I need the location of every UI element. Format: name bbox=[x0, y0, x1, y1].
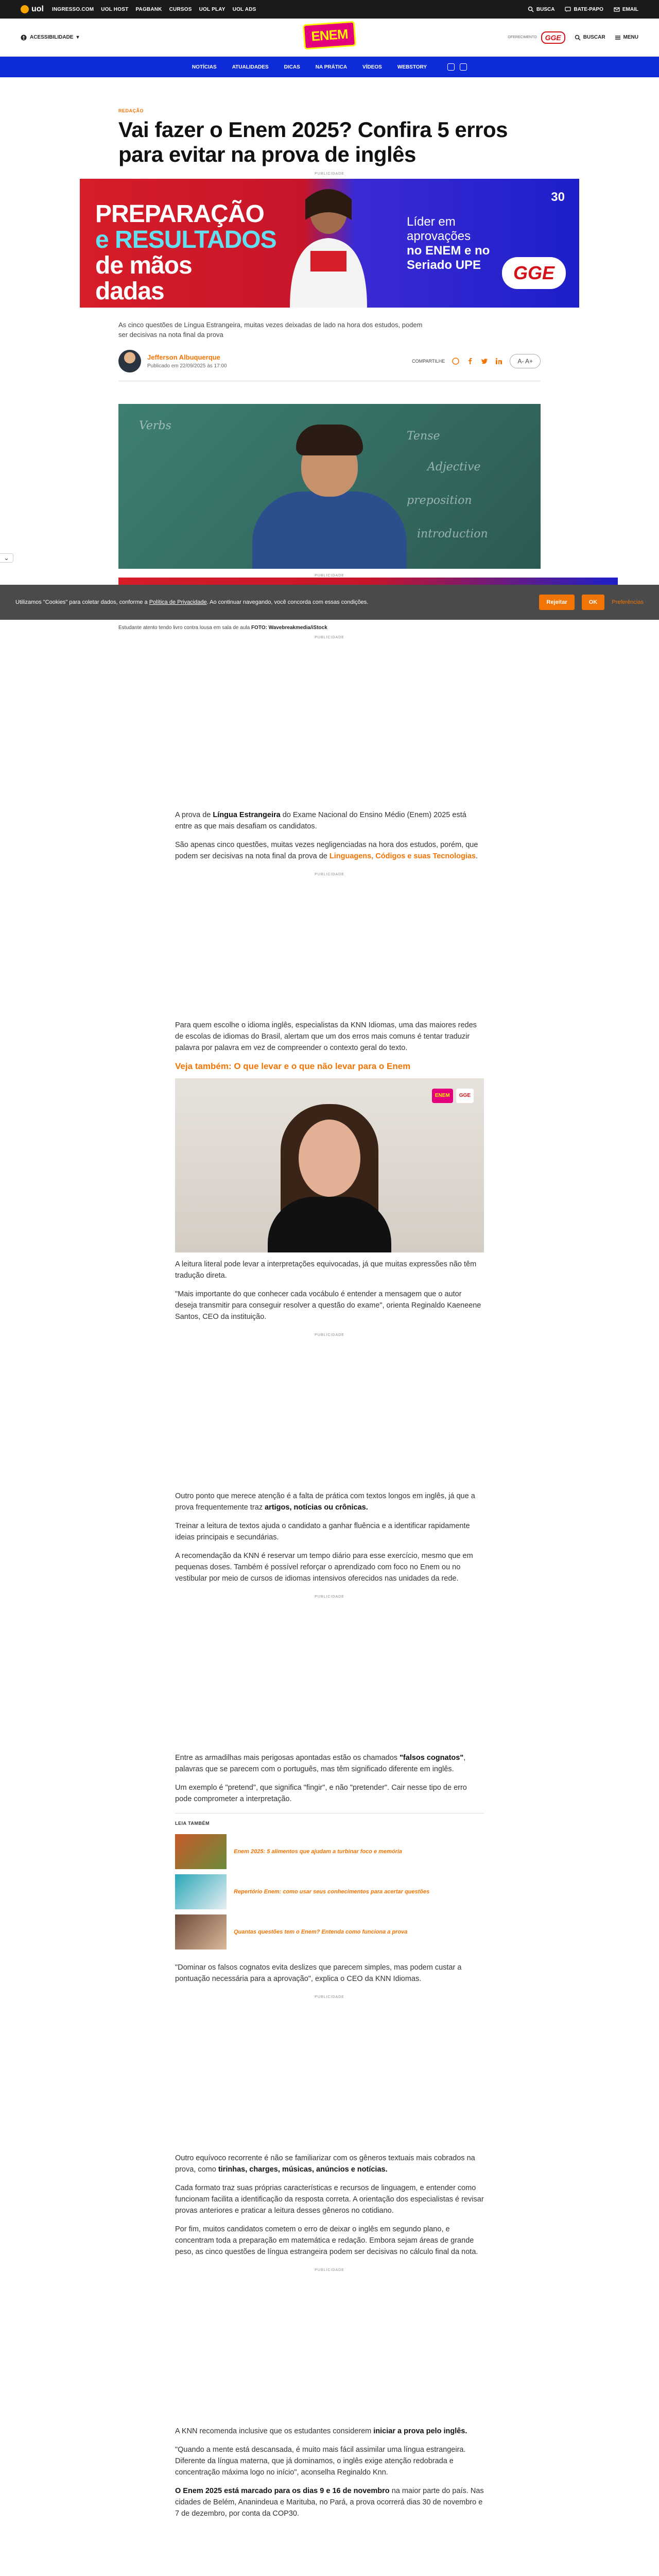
header-search-button[interactable]: BUSCAR bbox=[575, 35, 605, 41]
uol-search-button[interactable]: BUSCA bbox=[528, 6, 555, 12]
instagram-icon[interactable] bbox=[447, 63, 455, 71]
hero-word: introduction bbox=[417, 528, 488, 540]
ad-label: PUBLICIDADE bbox=[315, 1995, 344, 1999]
read-more-thumbnail bbox=[175, 1874, 227, 1909]
paragraph: São apenas cinco questões, muitas vezes negligenciadas na hora dos estudos, porém, que podem ser decisivas na nota final da prova de Linguagens, Códigos e suas Tecnologias. bbox=[175, 841, 478, 860]
ad-label: PUBLICIDADE bbox=[315, 1595, 344, 1599]
nav-social bbox=[447, 63, 467, 71]
accessibility-icon bbox=[21, 35, 27, 41]
main-nav bbox=[0, 57, 659, 77]
article-body bbox=[175, 809, 484, 2519]
font-size-button[interactable]: A- A+ bbox=[510, 354, 541, 368]
nav-item-dicas[interactable]: DICAS bbox=[284, 64, 300, 70]
cookie-banner bbox=[0, 585, 659, 620]
hamburger-icon bbox=[615, 35, 621, 41]
privacy-link[interactable]: Política de Privacidade bbox=[149, 599, 207, 605]
paragraph: Um exemplo é "pretend", que significa "fingir", e não "pretender". Cair nesse tipo de erro pode comprometer a interpretação. bbox=[175, 1784, 467, 1803]
read-more-item[interactable]: Quantas questões tem o Enem? Entenda como funciona a prova bbox=[175, 1914, 484, 1950]
nav-item-atualidades[interactable]: ATUALIDADES bbox=[232, 64, 269, 70]
cookie-text: Utilizamos "Cookies" para coletar dados, conforme a Política de Privacidade. Ao continuar navegando, você concorda com essas condições. bbox=[15, 599, 369, 605]
paragraph: A prova de Língua Estrangeira do Exame Nacional do Ensino Médio (Enem) 2025 está entre as que mais desafiam os candidatos. bbox=[175, 811, 466, 831]
uol-link-ads[interactable]: UOL ADS bbox=[232, 6, 256, 12]
uol-right-links bbox=[528, 6, 638, 12]
uol-link-play[interactable]: UOL PLAY bbox=[199, 6, 226, 12]
whatsapp-icon[interactable] bbox=[452, 358, 459, 365]
author-name[interactable]: Jefferson Albuquerque bbox=[147, 353, 220, 361]
paragraph: "Dominar os falsos cognatos evita deslizes que parecem simples, mas podem custar a pontuação necessária para a aprovação", explica o CEO da KNN Idiomas. bbox=[175, 1963, 462, 1983]
uol-top-bar bbox=[0, 0, 659, 19]
site-logo[interactable]: ENEM bbox=[303, 23, 355, 48]
cookie-actions bbox=[539, 595, 644, 610]
ad-slot bbox=[175, 2003, 484, 2153]
paragraph: "Mais importante do que conhecer cada vocábulo é entender a mensagem que o autor deseja transmitir para conseguir resolver a questão do exame", orienta Reginaldo Kaeneene Santos, CEO da instituição. bbox=[175, 1290, 481, 1321]
ad-slot bbox=[175, 880, 484, 1020]
sponsor-logo[interactable]: GGE bbox=[541, 31, 565, 44]
uol-logo[interactable]: uol bbox=[21, 5, 44, 14]
video-player[interactable] bbox=[175, 1078, 484, 1252]
mail-icon bbox=[614, 6, 620, 12]
uol-link-cursos[interactable]: CURSOS bbox=[169, 6, 192, 12]
ad-banner[interactable] bbox=[80, 179, 579, 308]
search-icon bbox=[575, 35, 581, 41]
cookie-reject-button[interactable]: Rejeitar bbox=[539, 595, 574, 610]
uol-chat-button[interactable]: BATE-PAPO bbox=[565, 6, 603, 12]
facebook-icon[interactable] bbox=[466, 358, 474, 365]
paragraph: Treinar a leitura de textos ajuda o candidato a ganhar fluência e a identificar rapidamente ideias principais e secundárias. bbox=[175, 1522, 470, 1541]
ad-label: PUBLICIDADE bbox=[315, 873, 344, 876]
byline bbox=[118, 350, 541, 381]
nav-item-noticias[interactable]: NOTÍCIAS bbox=[192, 64, 217, 70]
chevron-down-icon: ▾ bbox=[76, 35, 79, 40]
uol-links bbox=[52, 7, 256, 12]
hero-word: Verbs bbox=[139, 419, 171, 432]
paragraph: Outro equívoco recorrente é não se familiarizar com os gêneros textuais mais cobrados na prova, como tirinhas, charges, músicas, anúncios e notícias. bbox=[175, 2154, 475, 2174]
read-more-item[interactable]: Repertório Enem: como usar seus conhecimentos para acertar questões bbox=[175, 1874, 484, 1909]
ad-label: PUBLICIDADE bbox=[315, 172, 344, 176]
ad-label: PUBLICIDADE bbox=[315, 636, 344, 639]
nav-item-videos[interactable]: VÍDEOS bbox=[362, 64, 382, 70]
video-logo: ENEM GGE bbox=[432, 1089, 474, 1103]
ad-slot bbox=[175, 2276, 484, 2426]
banner-badge: 30 bbox=[551, 190, 565, 204]
uol-email-button[interactable]: EMAIL bbox=[614, 6, 638, 12]
paragraph: Entre as armadilhas mais perigosas apontadas estão os chamados "falsos cognatos", palavras que se parecem com o português, mas têm significado diferente em inglês. bbox=[175, 1754, 466, 1773]
paragraph: Por fim, muitos candidatos cometem o erro de deixar o inglês em segundo plano, e concentram toda a preparação em matemática e redação. Embora sejam áreas de grande peso, as cinco questões de língua estrangeira podem ser decisivas no cálculo final da nota. bbox=[175, 2225, 478, 2256]
read-more-box: LEIA TAMBÉM Enem 2025: 5 alimentos que ajudam a turbinar foco e memória Repertório Enem: como usar seus conhecimentos para acertar questões Quantas questões tem o Enem? Entenda como funciona a prova bbox=[175, 1813, 484, 1950]
hero-word: Tense bbox=[407, 430, 440, 443]
accessibility-button[interactable]: ACESSIBILIDADE ▾ bbox=[21, 35, 79, 41]
banner-lider-text: Líder em aprovações no ENEM e no Seriado UPE bbox=[407, 215, 490, 272]
chat-icon bbox=[565, 6, 571, 12]
paragraph: A KNN recomenda inclusive que os estudantes considerem iniciar a prova pelo inglês. bbox=[175, 2427, 467, 2435]
ad-slot bbox=[175, 1341, 484, 1490]
nav-item-webstory[interactable]: WEBSTORY bbox=[397, 64, 427, 70]
article-body-wrap bbox=[118, 625, 541, 2519]
linkedin-icon[interactable] bbox=[495, 358, 502, 365]
paragraph: A leitura literal pode levar a interpretações equivocadas, já que muitas expressões não têm tradução direta. bbox=[175, 1260, 477, 1280]
chevron-down-icon[interactable]: ⌄ bbox=[0, 553, 13, 563]
read-more-item[interactable]: Enem 2025: 5 alimentos que ajudam a turbinar foco e memória bbox=[175, 1834, 484, 1869]
uol-link-host[interactable]: UOL HOST bbox=[101, 6, 129, 12]
cookie-preferences-button[interactable]: Preferências bbox=[612, 599, 644, 605]
ad-label: PUBLICIDADE bbox=[315, 574, 344, 578]
ad-label: PUBLICIDADE bbox=[315, 2268, 344, 2272]
publish-date: Publicado em 22/09/2025 às 17:00 bbox=[147, 363, 227, 369]
uol-dot-icon bbox=[21, 5, 29, 13]
twitter-icon[interactable] bbox=[481, 358, 488, 365]
header-actions bbox=[508, 31, 638, 44]
banner-student-photo bbox=[274, 184, 383, 308]
article-kicker[interactable]: REDAÇÃO bbox=[118, 108, 144, 113]
article bbox=[95, 108, 565, 569]
image-caption: Estudante atento tendo livro contra lousa em sala de aula FOTO: Wavebreakmedia/iStock bbox=[118, 625, 327, 631]
hero-word: Adjective bbox=[427, 461, 481, 473]
paragraph: Outro ponto que merece atenção é a falta de prática com textos longos em inglês, já que a prova frequentemente traz artigos, notícias ou crônicas. bbox=[175, 1492, 475, 1512]
hero-word: preposition bbox=[407, 494, 472, 507]
search-icon bbox=[528, 6, 534, 12]
site-header bbox=[0, 19, 659, 57]
paragraph: Para quem escolhe o idioma inglês, especialistas da KNN Idiomas, uma das maiores redes de escolas de idiomas do Brasil, alertam que um dos erros mais comuns é tentar traduzir palavra por palavra em vez de compreender o contexto geral do texto. bbox=[175, 1021, 477, 1052]
hero-image bbox=[118, 404, 541, 569]
avatar[interactable] bbox=[118, 350, 141, 372]
paragraph: Cada formato traz suas próprias características e recursos de linguagem, e entender como funcionam facilita a identificação da resposta correta. A orientação dos especialistas é revisar provas anteriores e praticar a leitura desses gêneros no cotidiano. bbox=[175, 2184, 484, 2215]
article-subtitle: As cinco questões de Língua Estrangeira, muitas vezes deixadas de lado na hora dos estudos, podem ser decisivas na nota final da prova bbox=[118, 321, 423, 338]
banner-logo: GGE bbox=[502, 257, 566, 289]
hero-student bbox=[252, 492, 407, 569]
header-menu-button[interactable]: MENU bbox=[615, 35, 638, 41]
read-more-thumbnail bbox=[175, 1834, 227, 1869]
paragraph: O Enem 2025 está marcado para os dias 9 e 16 de novembro na maior parte do país. Nas cidades de Belém, Ananindeua e Marituba, no Pará, a prova ocorrerá dias 30 de novembro e 7 de dezembro, por conta da COP30. bbox=[175, 2487, 484, 2518]
article-title: Vai fazer o Enem 2025? Confira 5 erros para evitar na prova de inglês bbox=[118, 117, 508, 166]
ad-label: PUBLICIDADE bbox=[315, 1333, 344, 1337]
paragraph: "Quando a mente está descansada, é muito mais fácil assimilar uma língua estrangeira. Diferente da língua materna, que já dominamos, o inglês exige atenção redobrada e concentração máxima logo no início", aconselha Reginaldo Knn. bbox=[175, 2446, 466, 2477]
see-also-link[interactable]: Veja também: O que levar e o que não levar para o Enem bbox=[175, 1061, 411, 1071]
sticky-region bbox=[0, 554, 659, 585]
read-more-thumbnail bbox=[175, 1914, 227, 1950]
sponsor: OFERECIMENTO GGE bbox=[508, 31, 565, 44]
ad-slot bbox=[118, 639, 541, 809]
ad-strip[interactable] bbox=[118, 578, 618, 585]
video-presenter bbox=[299, 1120, 360, 1197]
nav-item-na-pratica[interactable]: NA PRÁTICA bbox=[315, 64, 348, 70]
uol-link-ingresso[interactable]: INGRESSO.COM bbox=[52, 6, 94, 12]
banner-headline: PREPARAÇÃO e RESULTADOS de mãos dadas bbox=[95, 200, 276, 305]
facebook-icon[interactable] bbox=[460, 63, 467, 71]
linguagens-link[interactable]: Linguagens, Códigos e suas Tecnologias bbox=[329, 852, 476, 860]
cookie-accept-button[interactable]: OK bbox=[582, 595, 605, 610]
share-bar: COMPARTILHE A- A+ bbox=[412, 354, 541, 368]
ad-slot bbox=[175, 1603, 484, 1752]
uol-link-pagbank[interactable]: PAGBANK bbox=[135, 6, 162, 12]
paragraph: A recomendação da KNN é reservar um tempo diário para esse exercício, mesmo que em pequenas doses. Também é possível reforçar o aprendizado com foco no Enem ou no vestibular por meio de cursos de idiomas intensivos oferecidos nas unidades da rede. bbox=[175, 1552, 473, 1583]
